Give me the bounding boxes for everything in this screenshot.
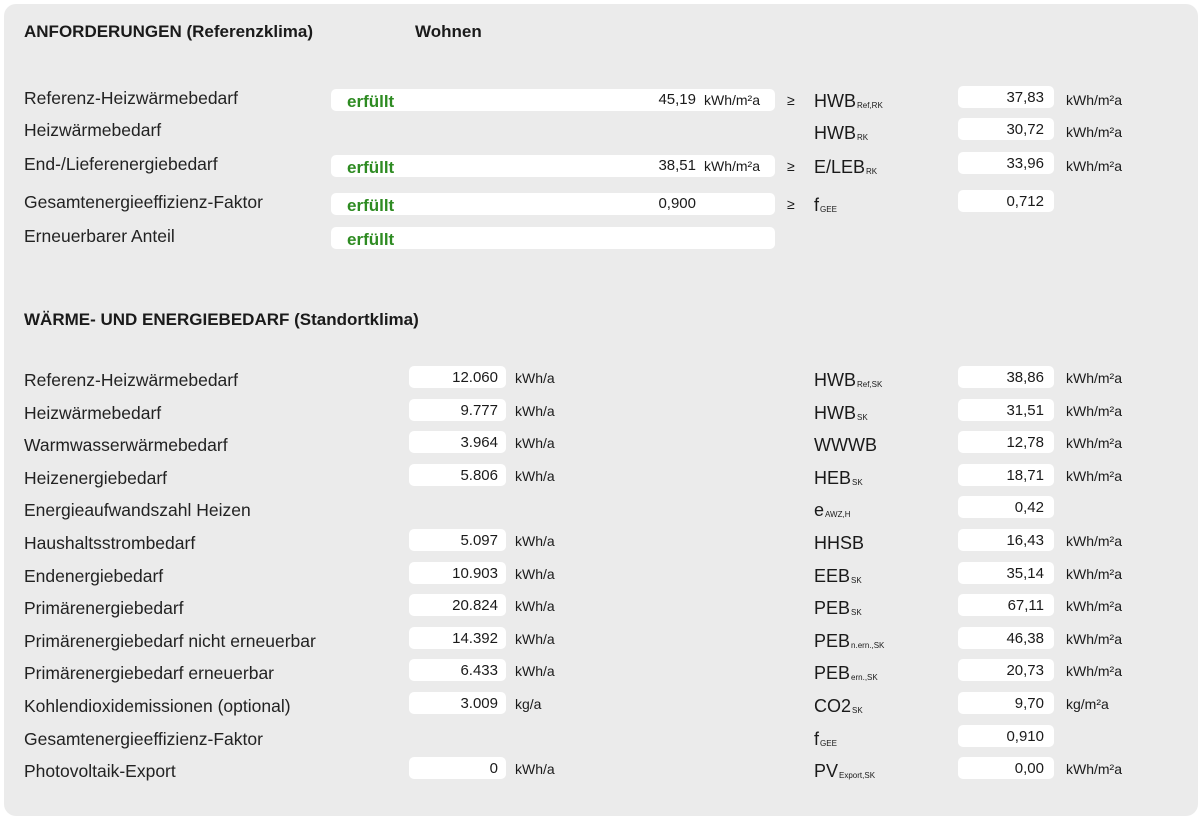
demand-label: Energieaufwandszahl Heizen — [24, 500, 251, 520]
indicator-symbol — [814, 123, 868, 144]
specific-value: 0,910 — [1006, 728, 1044, 745]
absolute-value: 20.824 — [452, 597, 498, 614]
requirement-value: 33,96 — [1006, 155, 1044, 172]
requirement-value: 30,72 — [1006, 121, 1044, 138]
specific-value: 35,14 — [1006, 565, 1044, 582]
indicator-symbol — [814, 370, 882, 391]
absolute-value: 12.060 — [452, 369, 498, 386]
requirement-limit-value: 0,900 — [658, 195, 696, 212]
indicator-symbol-name: EEB — [814, 566, 851, 586]
indicator-symbol-subscript: SK — [857, 413, 868, 422]
indicator-symbol-subscript: SK — [851, 576, 862, 585]
absolute-unit: kWh/a — [515, 370, 555, 386]
specific-unit: kWh/m²a — [1066, 403, 1122, 419]
indicator-symbol — [814, 566, 862, 587]
indicator-symbol — [814, 696, 863, 717]
indicator-symbol — [814, 157, 877, 178]
operator-symbol: ≥ — [787, 158, 795, 174]
indicator-symbol-subscript: ern.,SK — [851, 673, 878, 682]
indicator-symbol-name: CO2 — [814, 696, 852, 716]
indicator-symbol — [814, 403, 868, 424]
requirement-status: erfüllt — [347, 158, 395, 177]
requirement-status-field[interactable] — [331, 193, 775, 215]
absolute-value: 3.009 — [460, 695, 498, 712]
section-title-anforderungen: ANFORDERUNGEN (Referenzklima) — [24, 22, 314, 41]
requirement-limit-unit: kWh/m²a — [704, 92, 760, 108]
specific-unit: kWh/m²a — [1066, 370, 1122, 386]
specific-value: 0,42 — [1014, 499, 1044, 516]
specific-value: 46,38 — [1006, 630, 1044, 647]
indicator-symbol — [814, 91, 883, 112]
demand-label: Haushaltsstrombedarf — [24, 533, 196, 553]
requirement-value: 0,712 — [1006, 193, 1044, 210]
specific-unit: kg/m²a — [1066, 696, 1109, 712]
requirement-unit: kWh/m²a — [1066, 158, 1122, 174]
usage-category: Wohnen — [415, 22, 482, 41]
indicator-symbol-subscript: RK — [857, 133, 869, 142]
absolute-unit: kWh/a — [515, 761, 555, 777]
absolute-value: 9.777 — [460, 402, 498, 419]
indicator-symbol — [814, 598, 862, 619]
absolute-value: 6.433 — [460, 662, 498, 679]
indicator-symbol-name: HEB — [814, 468, 852, 488]
demand-label: Heizwärmebedarf — [24, 403, 162, 423]
requirement-value: 37,83 — [1006, 89, 1044, 106]
specific-value: 67,11 — [1007, 597, 1044, 614]
specific-unit: kWh/m²a — [1066, 761, 1122, 777]
specific-value: 31,51 — [1006, 402, 1044, 419]
absolute-value: 14.392 — [452, 630, 498, 647]
demand-label: Heizenergiebedarf — [24, 468, 168, 488]
specific-value: 18,71 — [1006, 467, 1044, 484]
specific-unit: kWh/m²a — [1066, 663, 1122, 679]
demand-label: Warmwasserwärmebedarf — [24, 435, 228, 455]
requirement-label: Referenz-Heizwärmebedarf — [24, 88, 238, 108]
indicator-symbol-subscript: GEE — [820, 205, 837, 214]
indicator-symbol — [814, 500, 851, 521]
indicator-symbol-name: E/LEB — [814, 157, 866, 177]
absolute-unit: kWh/a — [515, 598, 555, 614]
absolute-unit: kWh/a — [515, 435, 555, 451]
specific-value: 9,70 — [1014, 695, 1044, 712]
absolute-unit: kWh/a — [515, 533, 555, 549]
indicator-symbol-subscript: RK — [866, 167, 878, 176]
specific-unit: kWh/m²a — [1066, 468, 1122, 484]
demand-label: Primärenergiebedarf nicht erneuerbar — [24, 631, 316, 651]
indicator-symbol — [814, 468, 863, 489]
indicator-symbol-name: PEB — [814, 663, 851, 683]
demand-label: Endenergiebedarf — [24, 566, 164, 586]
indicator-symbol-subscript: SK — [852, 706, 863, 715]
demand-label: Primärenergiebedarf erneuerbar — [24, 663, 274, 683]
indicator-symbol-name: PEB — [814, 598, 851, 618]
indicator-symbol — [814, 761, 875, 782]
specific-value: 38,86 — [1006, 369, 1044, 386]
indicator-symbol — [814, 435, 878, 456]
demand-label: Gesamtenergieeffizienz-Faktor — [24, 729, 263, 749]
absolute-unit: kWh/a — [515, 663, 555, 679]
requirement-label: Erneuerbarer Anteil — [24, 226, 175, 246]
requirement-limit-unit: kWh/m²a — [704, 158, 760, 174]
indicator-symbol-subscript: AWZ,H — [825, 510, 851, 519]
absolute-unit: kWh/a — [515, 566, 555, 582]
demand-label: Primärenergiebedarf — [24, 598, 184, 618]
indicator-symbol-subscript: SK — [851, 608, 862, 617]
requirement-label: Gesamtenergieeffizienz-Faktor — [24, 192, 263, 212]
indicator-symbol-name: HWB — [814, 91, 856, 111]
specific-unit: kWh/m²a — [1066, 566, 1122, 582]
requirement-status-field[interactable] — [331, 227, 775, 249]
indicator-symbol-name: HWB — [814, 403, 856, 423]
requirement-label: End-/Lieferenergiebedarf — [24, 154, 218, 174]
indicator-symbol — [814, 533, 865, 554]
specific-unit: kWh/m²a — [1066, 435, 1122, 451]
absolute-value: 0 — [489, 760, 498, 777]
specific-value: 0,00 — [1014, 760, 1044, 777]
demand-label: Referenz-Heizwärmebedarf — [24, 370, 238, 390]
specific-value: 12,78 — [1006, 434, 1044, 451]
specific-unit: kWh/m²a — [1066, 598, 1122, 614]
absolute-unit: kWh/a — [515, 631, 555, 647]
indicator-symbol-subscript: SK — [852, 478, 863, 487]
indicator-symbol-name: f — [814, 729, 820, 749]
indicator-symbol — [814, 663, 878, 684]
absolute-value: 3.964 — [460, 434, 498, 451]
indicator-symbol — [814, 729, 837, 750]
indicator-symbol-subscript: Ref,RK — [857, 101, 883, 110]
operator-symbol: ≥ — [787, 92, 795, 108]
requirement-unit: kWh/m²a — [1066, 92, 1122, 108]
indicator-symbol-name: HHSB — [814, 533, 865, 553]
indicator-symbol-subscript: Export,SK — [839, 771, 876, 780]
indicator-symbol-subscript: GEE — [820, 739, 837, 748]
indicator-symbol-name: PV — [814, 761, 839, 781]
requirement-status: erfüllt — [347, 92, 395, 111]
indicator-symbol-name: HWB — [814, 123, 856, 143]
absolute-value: 5.097 — [460, 532, 498, 549]
absolute-unit: kWh/a — [515, 468, 555, 484]
indicator-symbol-name: e — [814, 500, 825, 520]
operator-symbol: ≥ — [787, 196, 795, 212]
indicator-symbol — [814, 631, 884, 652]
requirement-limit-value: 45,19 — [658, 91, 696, 108]
indicator-symbol-name: PEB — [814, 631, 851, 651]
requirement-limit-value: 38,51 — [658, 157, 696, 174]
indicator-symbol — [814, 195, 837, 216]
absolute-unit: kWh/a — [515, 403, 555, 419]
specific-unit: kWh/m²a — [1066, 533, 1122, 549]
section-title-waerme: WÄRME- UND ENERGIEBEDARF (Standortklima) — [24, 310, 419, 329]
indicator-symbol-name: f — [814, 195, 820, 215]
requirement-label: Heizwärmebedarf — [24, 120, 162, 140]
absolute-unit: kg/a — [515, 696, 542, 712]
absolute-value: 10.903 — [452, 565, 498, 582]
requirement-unit: kWh/m²a — [1066, 124, 1122, 140]
specific-value: 20,73 — [1006, 662, 1044, 679]
absolute-value: 5.806 — [460, 467, 498, 484]
indicator-symbol-subscript: n.ern.,SK — [851, 641, 885, 650]
indicator-symbol-subscript: Ref,SK — [857, 380, 883, 389]
specific-unit: kWh/m²a — [1066, 631, 1122, 647]
specific-value: 16,43 — [1006, 532, 1044, 549]
demand-label: Photovoltaik-Export — [24, 761, 176, 781]
indicator-symbol-name: HWB — [814, 370, 856, 390]
indicator-symbol-name: WWWB — [814, 435, 877, 455]
requirement-status: erfüllt — [347, 196, 395, 215]
requirement-status: erfüllt — [347, 230, 395, 249]
demand-label: Kohlendioxidemissionen (optional) — [24, 696, 291, 716]
